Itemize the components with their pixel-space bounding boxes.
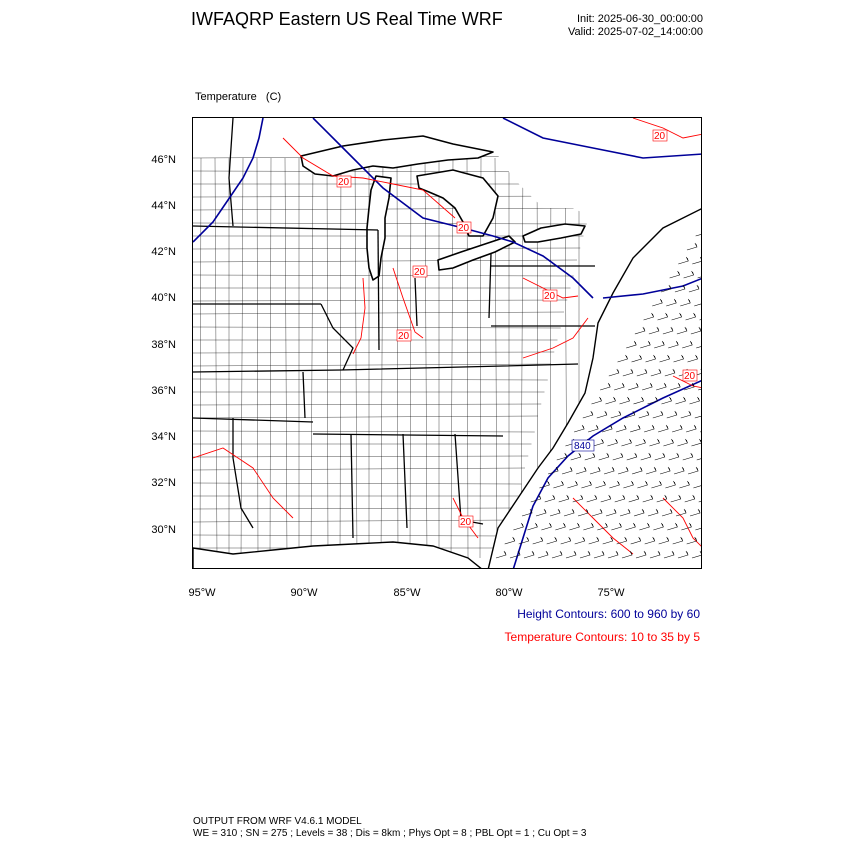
lat-label-42: 42°N	[151, 246, 176, 258]
temp-label-4: 20	[398, 331, 410, 342]
weather-map	[192, 117, 702, 569]
county-line	[193, 416, 538, 418]
county-line	[193, 223, 587, 224]
county-line	[193, 404, 541, 405]
map-canvas	[193, 118, 702, 569]
county-line	[257, 158, 258, 558]
run-times	[568, 13, 703, 39]
height-contour-legend: Height Contours: 600 to 960 by 60	[517, 607, 700, 621]
county-line	[193, 352, 554, 353]
county-line	[451, 158, 453, 558]
county-line	[285, 158, 287, 558]
county-line	[200, 158, 201, 558]
lake-ontario	[523, 224, 585, 242]
lon-label-90: 90°W	[290, 587, 318, 599]
lat-label-46: 46°N	[151, 154, 176, 166]
county-line	[193, 248, 580, 249]
county-line	[410, 158, 411, 558]
valid-time: Valid: 2025-07-02_14:00:00	[568, 26, 703, 38]
temp-label-2: 20	[458, 223, 470, 234]
county-line	[193, 379, 548, 380]
county-line	[311, 158, 313, 558]
county-line	[355, 158, 357, 558]
init-time: Init: 2025-06-30_00:00:00	[577, 13, 703, 25]
county-line	[397, 158, 398, 558]
canada-region	[493, 118, 702, 218]
lon-label-75: 75°W	[597, 587, 625, 599]
lat-label-36: 36°N	[151, 385, 176, 397]
temp-label-1: 20	[338, 177, 350, 188]
lat-label-40: 40°N	[151, 292, 176, 304]
temp-label-6: 20	[654, 131, 666, 142]
lon-label-85: 85°W	[393, 587, 421, 599]
county-line	[193, 260, 577, 262]
county-line	[193, 483, 522, 484]
model-info	[193, 816, 586, 840]
gulf-of-mexico	[193, 542, 483, 569]
county-line	[270, 158, 271, 558]
lake-erie	[438, 236, 515, 270]
lon-label-95: 95°W	[188, 587, 216, 599]
lat-label-38: 38°N	[151, 339, 176, 351]
temp-label-8: 20	[460, 517, 472, 528]
wind-barb	[701, 243, 702, 250]
county-line	[193, 300, 567, 301]
lat-label-30: 30°N	[151, 524, 176, 536]
lon-label-80: 80°W	[495, 587, 523, 599]
lat-label-44: 44°N	[151, 200, 176, 212]
county-line	[495, 158, 497, 558]
county-line	[193, 456, 528, 457]
temp-label-3: 20	[414, 267, 426, 278]
temp-label-5: 20	[544, 291, 556, 302]
model-info-line1: OUTPUT FROM WRF V4.6.1 MODEL	[193, 816, 362, 827]
model-info-line2: WE = 310 ; SN = 275 ; Levels = 38 ; Dis = 8km ; Phys Opt = 8 ; PBL Opt = 1 ; Cu Opt = 3	[193, 828, 587, 839]
county-line	[193, 275, 574, 276]
county-line	[193, 431, 535, 432]
county-line	[340, 158, 341, 558]
county-line	[327, 158, 328, 558]
lat-label-34: 34°N	[151, 431, 176, 443]
temperature-contour-legend: Temperature Contours: 10 to 35 by 5	[504, 630, 700, 644]
height-label-840: 840	[574, 441, 591, 452]
field-temperature: Temperature (C)	[195, 91, 282, 103]
county-line	[193, 535, 509, 536]
county-line	[193, 468, 525, 470]
county-line	[193, 327, 561, 328]
county-line	[193, 208, 590, 210]
lat-label-32: 32°N	[151, 477, 176, 489]
county-line	[241, 158, 243, 558]
plot-title: IWFAQRP Eastern US Real Time WRF	[191, 9, 503, 29]
temp-label-7: 20	[684, 371, 696, 382]
